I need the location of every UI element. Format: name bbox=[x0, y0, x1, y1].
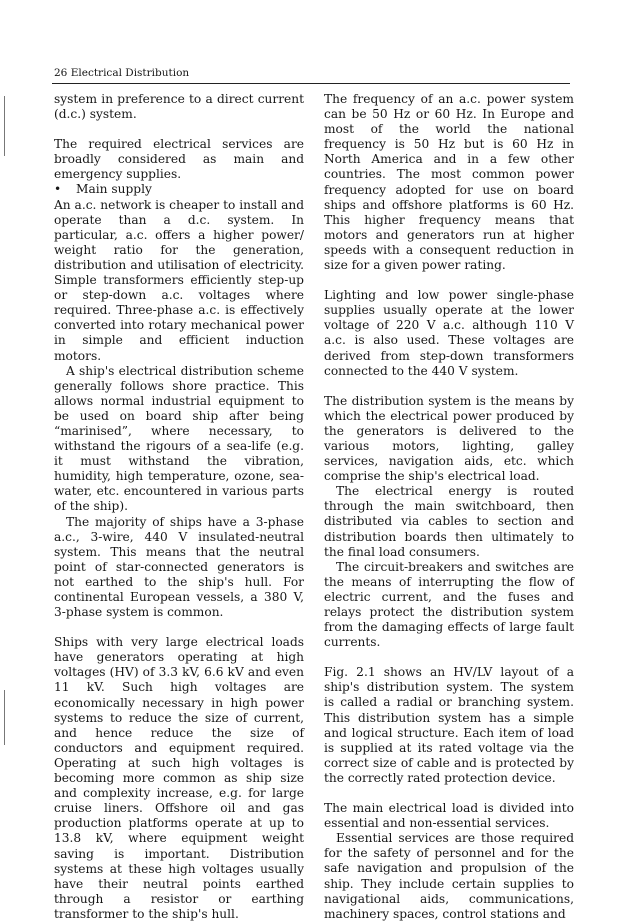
bullet-icon: • bbox=[54, 182, 62, 197]
paragraph: The circuit-breakers and switches are the means of interrupting the flow of electric current, and the fuses and relays protect the distribution system from the damaging effects of large fault currents. bbox=[324, 559, 574, 650]
paragraph: The main electrical load is divided into essential and non-essential services. bbox=[324, 801, 574, 831]
paragraph: The distribution system is the means by which the electrical power produced by the generators is delivered to the various motors, lighting, galley services, navigation aids, etc. which comprise the ship's electrical load. bbox=[324, 393, 574, 484]
paragraph: The frequency of an a.c. power system can be 50 Hz or 60 Hz. In Europe and most of the world the national frequency is 50 Hz but is 60 Hz in North America and in a few other countries. The most common power frequency adopted for use on board ships and offshore platforms is 60 Hz. This higher frequency means that motors and generators run at higher speeds with a consequent reduction in size for a given power rating. bbox=[324, 92, 574, 273]
running-title: Electrical Distribution bbox=[70, 67, 190, 79]
paragraph: Fig. 2.1 shows an HV/LV layout of a ship's distribution system. The system is called a radial or branching system. This distribution system has a simple and logical structure. Each item of load is supplied at its rated voltage via the correct size of cable and is protected by the correctly rated protection device. bbox=[324, 665, 574, 785]
paragraph: A ship's electrical distribution scheme generally follows shore practice. This allows normal industrial equipment to be used on board ship after being “marinised”, where necessary, to withstand the rigours of a sea-life (e.g. it must withstand the vibration, humidity, high temperature, ozone, sea-water, etc. encountered in various parts of the ship). bbox=[54, 363, 304, 514]
paragraph: The electrical energy is routed through the main switchboard, then distributed via cables to section and distribution boards then ultimately to the final load consumers. bbox=[324, 484, 574, 559]
right-column bbox=[324, 92, 574, 922]
header-rule bbox=[52, 83, 570, 84]
paragraph: An a.c. network is cheaper to install and operate than a d.c. system. In particular, a.c. offers a higher power/ weight ratio for the generation, distribution and utilisation of electricity. Simple transformers efficiently step-up or step-down a.c. voltages where required. Three-phase a.c. is effectively converted into rotary mechanical power in simple and efficient induction motors. bbox=[54, 197, 304, 363]
bullet-text: Main supply bbox=[76, 182, 152, 197]
left-column bbox=[54, 92, 304, 922]
paragraph: The required electrical services are broadly considered as main and emergency supplies. bbox=[54, 137, 304, 182]
page-header bbox=[54, 67, 574, 79]
paragraph: Ships with very large electrical loads have generators operating at high voltages (HV) of 3.3 kV, 6.6 kV and even 11 kV. Such high voltages are economically necessary in high power systems to reduce the size of current, and hence reduce the size of conductors and equipment required. Operating at such high voltages is becoming more common as ship size and complexity increase, e.g. for large cruise liners. Offshore oil and gas production platforms operate at up to 13.8 kV, where equipment weight saving is important. Distribution systems at these high voltages usually have their neutral points earthed through a resistor or earthing transformer to the ship's hull. bbox=[54, 635, 304, 921]
paragraph: system in preference to a direct current (d.c.) system. bbox=[54, 92, 304, 122]
page-number: 26 bbox=[54, 67, 68, 79]
scan-edge-mark bbox=[4, 690, 5, 745]
scan-edge-mark bbox=[4, 96, 5, 156]
paragraph: Essential services are those required for the safety of personnel and for the safe navigation and propulsion of the ship. They include certain supplies to navigational aids, communications, machinery spaces, control stations and bbox=[324, 831, 574, 921]
paragraph: The majority of ships have a 3-phase a.c., 3-wire, 440 V insulated-neutral system. This means that the neutral point of star-connected generators is not earthed to the ship's hull. For continental European vessels, a 380 V, 3-phase system is common. bbox=[54, 514, 304, 620]
paragraph: Lighting and low power single-phase supplies usually operate at the lower voltage of 220 V a.c. although 110 V a.c. is also used. These voltages are derived from step-down transformers connected to the 440 V system. bbox=[324, 288, 574, 378]
bullet-heading bbox=[54, 182, 304, 197]
